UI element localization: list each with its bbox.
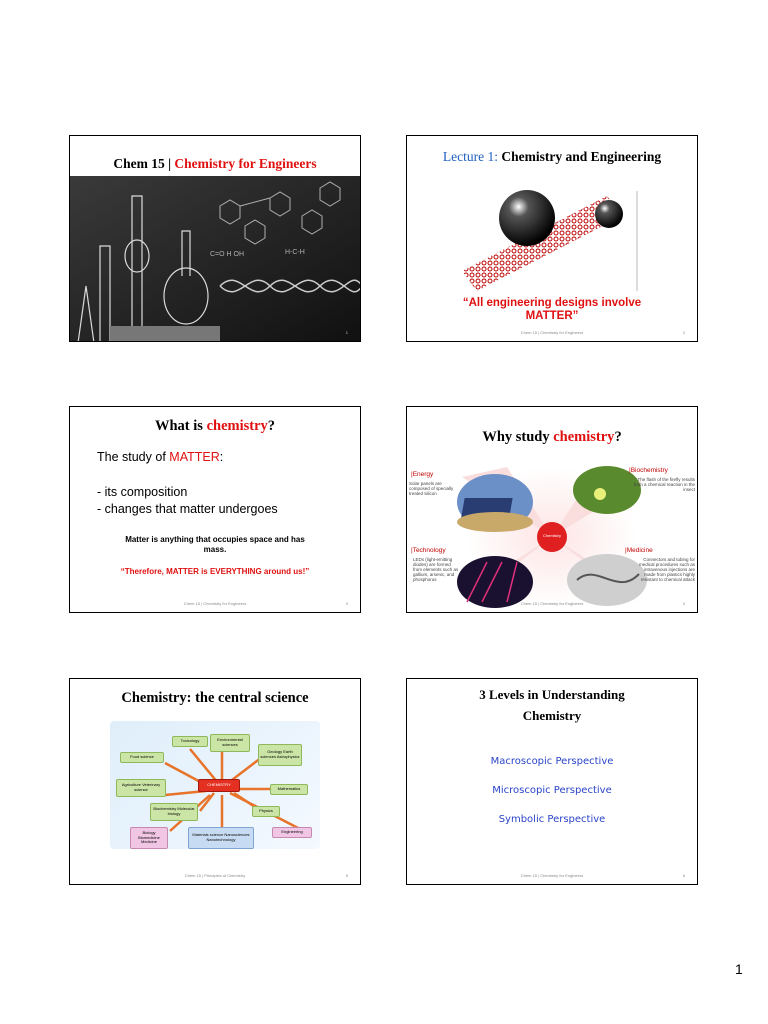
central-science-diagram bbox=[110, 721, 320, 849]
technology-label: |Technology bbox=[411, 547, 446, 554]
slide-3-title: What is chemistry? bbox=[154, 418, 276, 434]
slide-5-number: 5 bbox=[345, 873, 348, 878]
slide-4-number: 4 bbox=[682, 601, 685, 606]
mathematics-box: Mathematics bbox=[270, 784, 308, 795]
slide-5-title: Chemistry: the central science bbox=[121, 690, 309, 706]
slide-6-title: 3 Levels in Understanding Chemistry bbox=[479, 687, 625, 723]
slide-1-title: Chem 15 | Chemistry for Engineers bbox=[113, 156, 317, 171]
slide-2-title: Lecture 1: Chemistry and Engineering bbox=[442, 149, 662, 164]
slide-6 bbox=[406, 678, 698, 885]
food-science-box: Food science bbox=[120, 752, 164, 763]
biochemistry-text: The flash of the firefly results from a chemical reaction in the insect bbox=[633, 477, 695, 492]
slide-3-definition: Matter is anything that occupies space and has mass. bbox=[125, 535, 305, 554]
materials-science-box: Materials science Nanosciences Nanotechnology bbox=[188, 827, 254, 849]
nanotube-spheres-image bbox=[457, 176, 657, 296]
biochemistry-label: |Biochemistry bbox=[629, 467, 668, 474]
slide-4 bbox=[406, 406, 698, 613]
microscopic-perspective: Microscopic Perspective bbox=[492, 785, 612, 796]
slide-3 bbox=[69, 406, 361, 613]
medicine-label: |Medicine bbox=[625, 547, 653, 554]
technology-text: LEDs (light-emitting diodes) are formed from elements such as gallium, arsenic, and phosphorus bbox=[413, 557, 459, 582]
physics-box: Physics bbox=[252, 806, 280, 817]
slide-3-conclusion: “Therefore, MATTER is EVERYTHING around us!” bbox=[120, 567, 310, 576]
slide-2-footer: Chem 15 | Chemistry for Engineers bbox=[520, 330, 584, 335]
slide-6-footer: Chem 15 | Chemistry for Engineers bbox=[520, 873, 584, 878]
geology-box: Geology Earth sciences Astrophysics bbox=[258, 744, 302, 766]
lab-glassware-photo bbox=[70, 176, 361, 342]
biology-box: Biology Biomedicine Medicine bbox=[130, 827, 168, 849]
slide-5 bbox=[69, 678, 361, 885]
slide-3-study: The study of MATTER: bbox=[97, 450, 224, 464]
slide-3-bullet-2: - changes that matter undergoes bbox=[97, 502, 278, 516]
slide-2-number: 2 bbox=[682, 330, 685, 335]
symbolic-perspective: Symbolic Perspective bbox=[498, 814, 606, 825]
slide-3-bullet-1: - its composition bbox=[97, 485, 188, 499]
energy-text: Solar panels are composed of specially treated silicon bbox=[409, 481, 454, 496]
slide-4-footer: Chem 15 | Chemistry for Engineers bbox=[520, 601, 584, 606]
environmental-box: Environmental sciences bbox=[210, 734, 250, 752]
svg-text:H-C-H: H-C-H bbox=[285, 249, 305, 256]
agriculture-box: Agriculture Veterinary science bbox=[116, 779, 166, 797]
slide-1-number: 1 bbox=[345, 330, 348, 335]
engineering-box: Engineering bbox=[272, 827, 312, 838]
chemistry-center-label: Chemistry bbox=[542, 533, 561, 538]
slide-6-number: 6 bbox=[682, 873, 685, 878]
slide-3-footer: Chem 15 | Chemistry for Engineers bbox=[183, 601, 247, 606]
macroscopic-perspective: Macroscopic Perspective bbox=[490, 756, 614, 767]
biochemistry-box: Biochemistry Molecular biology bbox=[150, 803, 198, 821]
slide-1 bbox=[69, 135, 361, 342]
slide-4-title: Why study chemistry? bbox=[482, 429, 622, 445]
page-number: 1 bbox=[735, 961, 743, 977]
slide-3-number: 3 bbox=[345, 601, 348, 606]
slide-2 bbox=[406, 135, 698, 342]
slide-5-footer: Chem 15 | Principles of Chemistry bbox=[184, 873, 246, 878]
energy-label: |Energy bbox=[411, 471, 434, 478]
chemistry-center-box: CHEMISTRY bbox=[198, 779, 240, 792]
toxicology-box: Toxicology bbox=[172, 736, 208, 747]
medicine-text: Connectors and tubing for medical procedures such as intravenous injections are made from plastics highly resistant to chemical attack bbox=[638, 557, 695, 582]
slide-2-quote: “All engineering designs involve MATTER” bbox=[462, 297, 642, 322]
svg-text:C=O H OH: C=O H OH bbox=[210, 251, 245, 258]
